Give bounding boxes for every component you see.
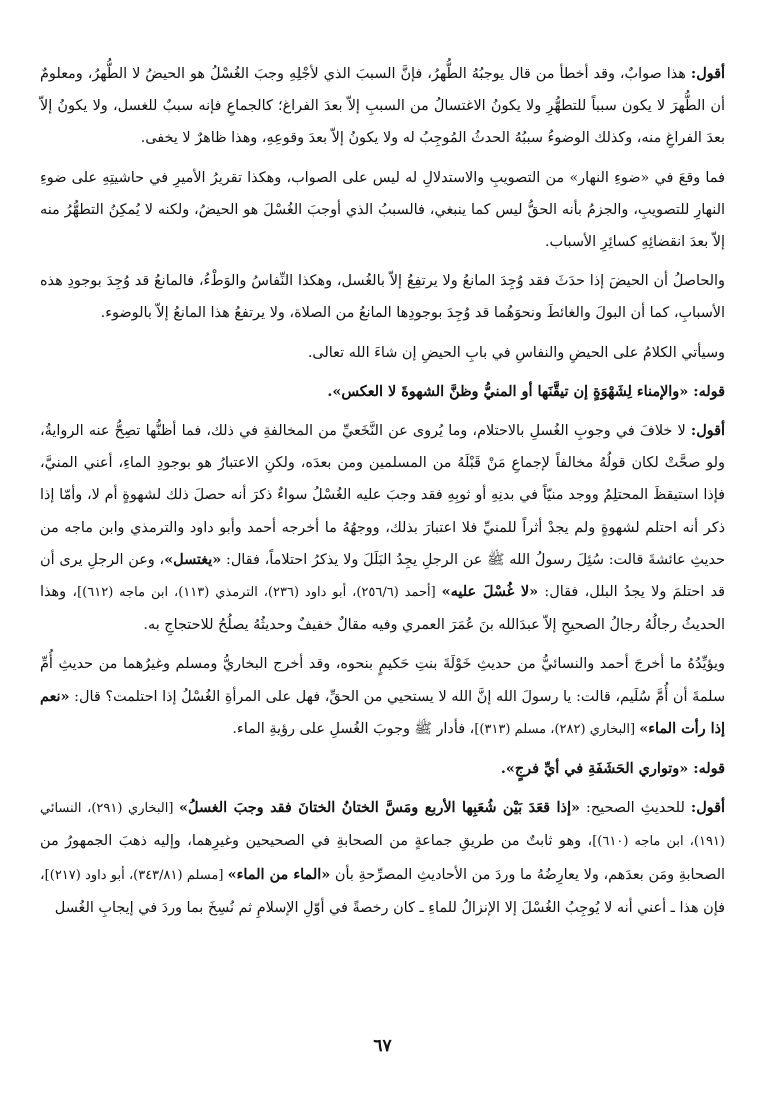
quoted-text: «والإمناء لِشَهْوَةٍ إن تيقَّنَها أو المنيُّ وظنَّ الشهوةَ لا العكس».	[327, 382, 694, 400]
hadith-quote: «يغتسل»	[164, 550, 222, 568]
paragraph-7	[40, 648, 725, 746]
paragraph-text: ، وعن الرجلِ يرى أن قد احتلمَ ولا يجدُ البلل، فقال:	[40, 551, 726, 601]
page-number: ٦٧	[373, 1036, 392, 1056]
paragraph-text: ، فإن هذا ـ أعني أنه لا يُوجِبُ الغُسْلَ إلا الإنزالُ للماءِ ـ كان رخصةً في أوّلِ الإسلامِ ثم نُسِخَ بما وردَ في إيجابِ الغُسل	[40, 866, 725, 916]
paragraph-text: وسيأتي الكلامُ على الحيضِ والنفاسِ في بابِ الحيضِ إن شاءَ الله تعالى.	[307, 344, 725, 361]
paragraph-text: للحديثِ الصحيح:	[579, 800, 691, 817]
hadith-quote: «نعم إذا رأت الماء»	[40, 687, 725, 737]
lead-word: قوله:	[693, 382, 725, 400]
lead-word: أقول:	[690, 422, 725, 440]
hadith-quote: «الماء من الماء»	[227, 865, 331, 883]
lead-word: أقول:	[690, 799, 725, 817]
paragraph-8	[40, 753, 725, 785]
citation: [مسلم (٣٤٣/٨١)، أبو داود (٢١٧)]	[44, 867, 228, 883]
paragraph-text: والحاصلُ أن الحيضَ إذا حدَثَ فقد وُجِدَ المانعُ ولا يرتفِعُ إلاّ بالغُسل، وهكذا النِّفاسُ والوَطْءُ، فالمانعُ قد وُجِدَ بوجودِ هذه الأسبابِ، كما أن البولَ والغائطَ ونحوَهُما قد وُجِدَ بوجودِها المانعُ من الصلاة، ولا يرتفعُ هذا المانعُ إلاّ بالوضوء.	[40, 273, 725, 322]
paragraph-5	[40, 376, 725, 408]
paragraph-text: هذا صوابٌ، وقد أخطأ من قال يوجبُهُ الطُّهرُ، فإنَّ السببَ الذي لأجْلِهِ وجبَ الغُسْلُ هو الحيضُ لا الطُّهرُ، ومعلومٌ أن الطُّهرَ لا يكون سبباً للتطهُّرِ ولا يكونُ الاغتسالُ من السببِ إلاّ بعدَ الفراغ؛ كالجماعِ فإنه سببٌ للغسل، ولا يكونُ إلاّ بعدَ الفراغِ منه، وكذلك الوضوءُ سببُهُ الحدثُ المُوجِبُ له ولا يكونُ إلاّ بعدَ وقوعِهِ، وهذا ظاهرٌ لا يخفى.	[40, 66, 725, 147]
paragraph-text: لا خلافَ في وجوبِ الغُسلِ بالاحتلام، وما يُروى عن النَّخَعيِّ من المخالفةِ في ذلك، فما أظنُّها تصِحُّ عنه الروايةُ، ولو صحَّتْ لكان قولُهُ مخالفاً لإجماعِ مَنْ قَبْلَهُ من المسلمين ومن بعدَه، ولكنِ الاعتبارُ هو بوجودِ الماءِ، أعني المنيَّ، فإذا استيقظَ المحتلِمُ ووجد منيّاً في بدنِهِ أو ثوبِهِ فقد وجبَ عليه الغُسْلُ سواءٌ ذكرَ أنه حصلَ ذلك لشهوةٍ أم لا، وأمّا إذا ذكر أنه احتلم لشهوةٍ ولم يجدْ أثراً للمنيِّ فلا اعتبارَ بذلك، ووجهُهُ ما أخرجه أحمد وأبو داود والترمذي وابن ماجه من حديثِ عائشةَ قالت: سُئِلَ رسولُ الله ﷺ عن الرجلِ يجِدُ البَلَلَ ولا يذكرُ احتلاماً، فقال:	[40, 423, 726, 568]
paragraph-1	[40, 58, 725, 155]
quoted-text: «وتواري الحَشَفَةِ في أيِّ فرجٍ».	[500, 760, 694, 778]
paragraph-3	[40, 265, 725, 329]
paragraph-text: ، فأدار ﷺ وجوبَ الغُسلِ على رؤيةِ الماء.	[232, 720, 475, 737]
lead-word: أقول:	[690, 65, 725, 82]
paragraph-2	[40, 162, 725, 259]
lead-word: قوله:	[693, 760, 725, 778]
paragraph-text: ويؤيِّدُهُ ما أخرجَ أحمد والنسائيُّ من حديثِ خَوْلَةَ بنتِ حَكيمٍ بنحوه، وقد أخرج البخاريُّ ومسلم وغيرُهما من حديثِ أُمِّ سلمةَ أن أُمَّ سُلَيم، قالت: يا رسولَ الله إنَّ الله لا يستحيي من الحقِّ، فهل على المرأةِ الغُسْلُ إذا احتلمت؟ قال:	[40, 656, 725, 705]
citation: [البخاري (٢٩١)، النسائي (١٩١)، ابن ماجه (٦١٠)]	[40, 801, 725, 850]
hadith-quote: «لا غُسْلَ عليه»	[441, 583, 539, 601]
paragraph-text: ، وهو ثابتٌ من طريقِ جماعةٍ من الصحابةِ في الصحيحين وغيرِهما، وإليه ذهبَ الجمهورُ من الصحابةِ ومَن بعدَهم، ولا يعارِضُهُ ما وردَ من الأحاديثِ المصرِّحةِ بأن	[40, 833, 725, 883]
paragraph-9	[40, 792, 725, 924]
paragraph-text: فما وقعَ في «ضوءِ النهار» من التصويبِ والاستدلالِ له ليس على الصواب، وهكذا تقريرُ الأميرِ في حاشيتِهِ على ضوءِ النهارِ للتصويبِ، والجزمُ بأنه الحقُّ ليس كما ينبغي، فالسببُ الذي أوجبَ الغُسْلَ هو الحيضُ، ولكنه لا يُمكِنُ التطهُّرُ منه إلاّ بعدَ انقضائِهِ كسائِرِ الأسباب.	[40, 169, 725, 251]
citation: [البخاري (٢٨٢)، مسلم (٣١٣)]	[474, 721, 640, 737]
paragraph-4	[40, 337, 725, 369]
paragraph-6	[40, 415, 725, 641]
paragraph-text: ، وهذا الحديثُ رجالُهُ رجالُ الصحيحِ إلاّ عبدَالله بنَ عُمَرَ العمري وفيه مقالٌ خفيفٌ وحديثُهُ يصلُحُ للاحتجاجِ به.	[40, 584, 725, 634]
citation: [أحمد (٢٥٦/٦)، أبو داود (٢٣٦)، الترمذي (١١٣)، ابن ماجه (٦١٢)]	[77, 585, 442, 601]
hadith-quote: «إذا قعَدَ بَيْن شُعَبِها الأربع ومَسَّ الختانُ الختانَ فقد وجبَ الغسلُ»	[179, 799, 580, 817]
